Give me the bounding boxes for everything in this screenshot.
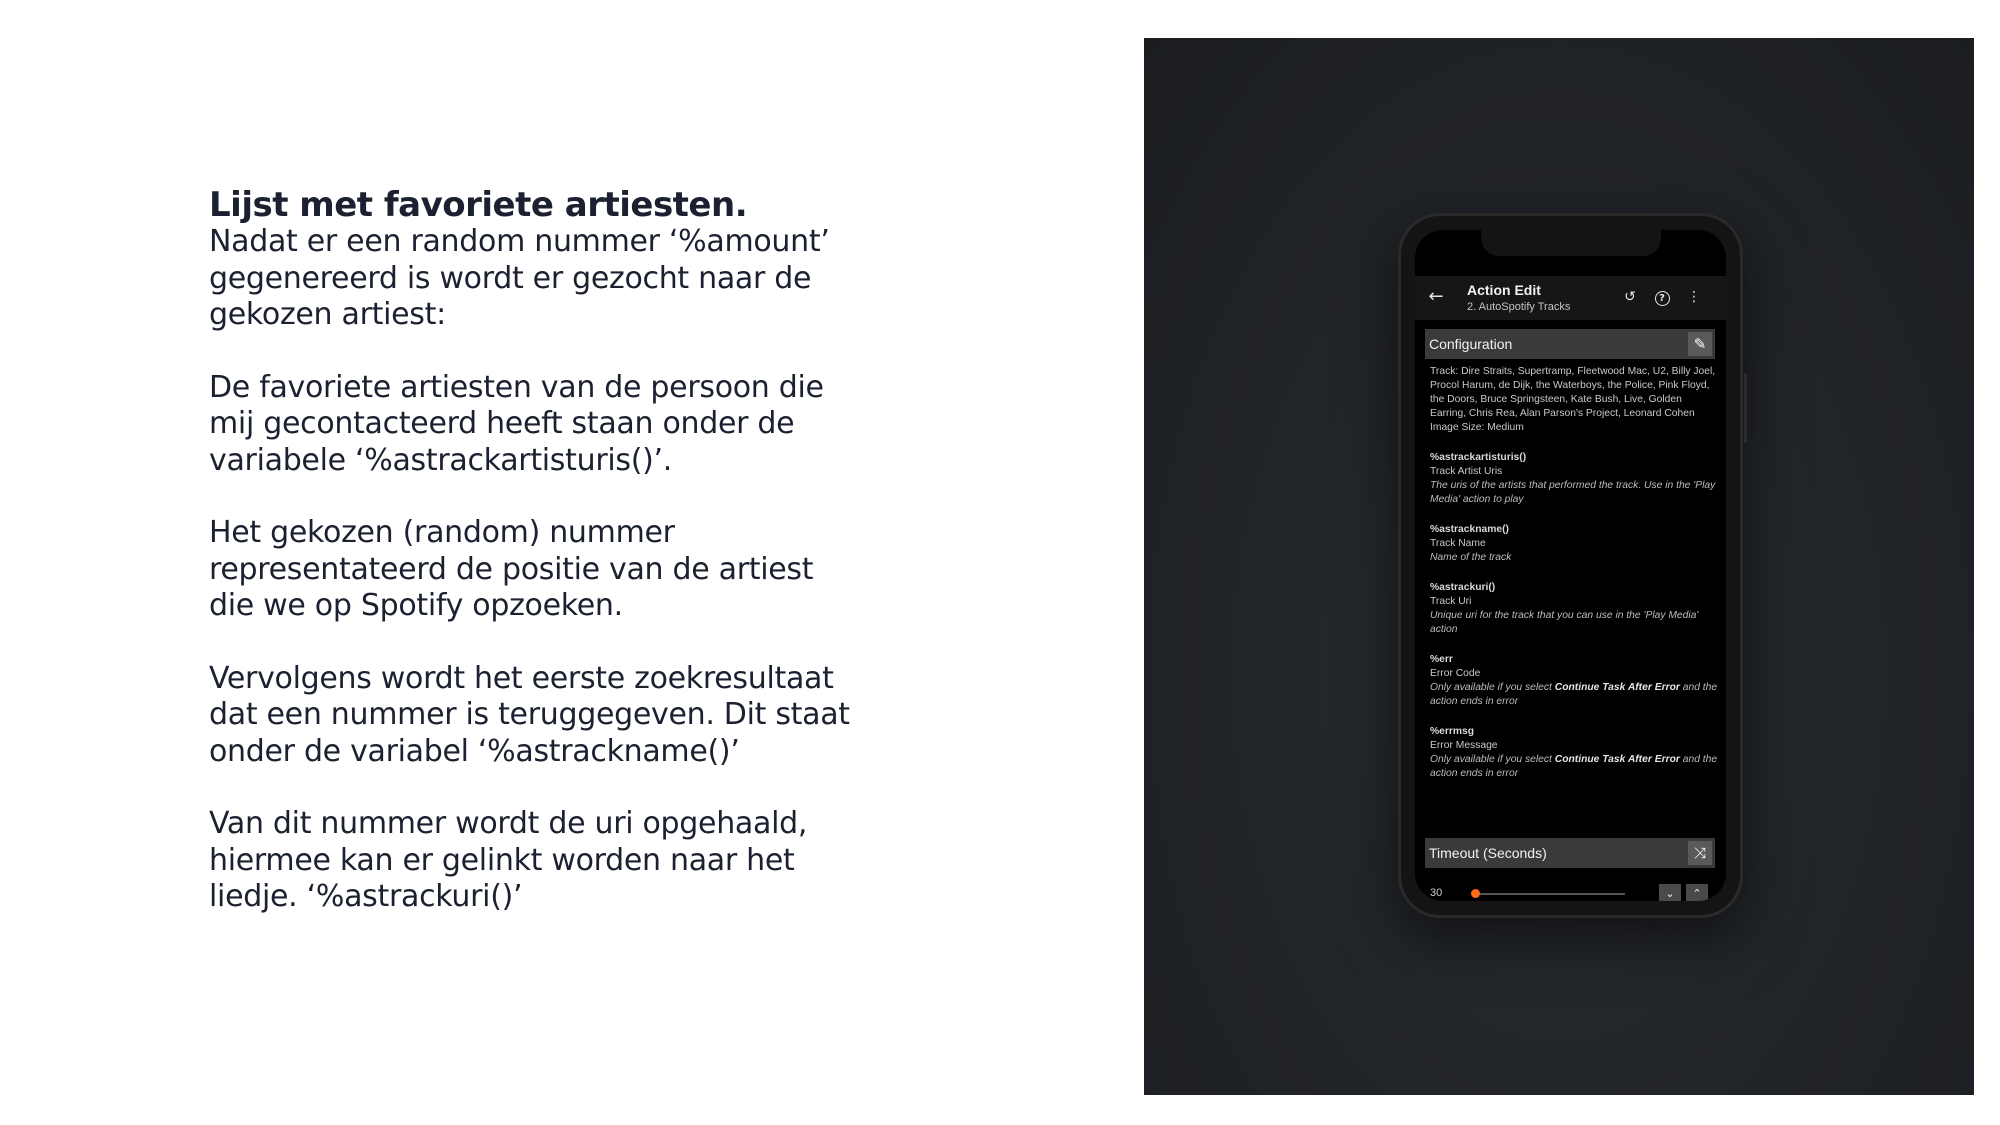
variable-description-post: and the action ends in error [1430,754,1718,779]
slide-title: Lijst met favoriete artiesten. [209,185,748,225]
timeout-value: 30 [1430,887,1443,899]
more-vert-icon[interactable]: ⋮ [1687,289,1701,305]
shuffle-icon[interactable]: ⤨ [1688,841,1712,865]
variable-title: Track Name [1430,538,1486,549]
chevron-down-icon[interactable]: ⌄ [1659,884,1681,901]
app-bar [1415,276,1726,320]
variable-description-post: and the action ends in error [1430,682,1718,707]
variable-item [1430,523,1720,565]
variable-description-pre: Only available if you select [1430,682,1555,693]
variable-description [1430,753,1720,781]
variable-description-bold: Continue Task After Error [1554,682,1680,693]
arrow-left-icon[interactable]: ← [1428,286,1444,307]
paragraph: De favoriete artiesten van de persoon die mij gecontacteerd heeft staan onder de variabele ‘%astrackartisturis()’. [209,369,824,478]
track-config-text: Track: Dire Straits, Supertramp, Fleetwood Mac, U2, Billy Joel, Procol Harum, de Dijk, the Waterboys, the Police, Pink Floyd, the Doors, Bruce Springsteen, Kate Bush, Live, Golden Earring, Chris Rea, Alan Parson's Project, Leonard Cohen [1430,366,1716,419]
variable-title: Error Code [1430,668,1481,679]
chevron-up-icon[interactable]: ⌃ [1686,884,1708,901]
configuration-body [1430,365,1720,781]
pencil-icon[interactable]: ✎ [1688,332,1712,356]
paragraph: Nadat er een random nummer ‘%amount’ gegenereerd is wordt er gezocht naar de gekozen artiest: [209,224,830,332]
timeout-header [1425,838,1715,868]
variable-item [1430,451,1720,507]
timeout-label: Timeout (Seconds) [1429,845,1547,861]
variable-name: %astrackname() [1430,524,1509,535]
phone-screen [1415,230,1726,901]
timeout-slider-thumb[interactable] [1471,889,1480,898]
slide-text [209,186,909,952]
phone-notch [1481,230,1661,256]
configuration-header [1425,329,1715,359]
phone-side-button [1744,373,1747,443]
help-icon[interactable]: ? [1653,288,1671,306]
variable-item [1430,725,1720,781]
app-bar-subtitle: 2. AutoSpotify Tracks [1467,301,1571,313]
variable-description: Name of the track [1430,552,1512,563]
variable-name: %errmsg [1430,726,1475,737]
variable-name: %astrackartisturis() [1430,452,1527,463]
undo-icon[interactable]: ↺ [1624,289,1636,305]
variable-name: %astrackuri() [1430,582,1496,593]
variable-description [1430,681,1720,709]
paragraph: Vervolgens wordt het eerste zoekresultaat dat een nummer is teruggegeven. Dit staat onder de variabel ‘%astrackname()’ [209,660,850,769]
timeout-control [1425,884,1715,901]
variable-name: %err [1430,654,1453,665]
variable-item [1430,581,1720,637]
phone-mockup [1398,213,1743,918]
configuration-label: Configuration [1429,336,1513,352]
timeout-slider[interactable] [1475,893,1625,895]
variable-title: Error Message [1430,740,1498,751]
variable-title: Track Uri [1430,596,1472,607]
variable-description-bold: Continue Task After Error [1554,754,1680,765]
variable-title: Track Artist Uris [1430,466,1503,477]
variable-description: The uris of the artists that performed the track. Use in the 'Play Media' action to play [1430,480,1716,505]
paragraph: Het gekozen (random) nummer representateerd de positie van de artiest die we op Spotify opzoeken. [209,515,814,623]
image-size-text: Image Size: Medium [1430,422,1524,433]
variable-description-pre: Only available if you select [1430,754,1555,765]
variable-description: Unique uri for the track that you can use in the 'Play Media' action [1430,610,1699,635]
variable-item [1430,653,1720,709]
app-bar-title: Action Edit [1467,282,1541,298]
paragraph: Van dit nummer wordt de uri opgehaald, hiermee kan er gelinkt worden naar het liedje. ‘%astrackuri()’ [209,806,808,914]
